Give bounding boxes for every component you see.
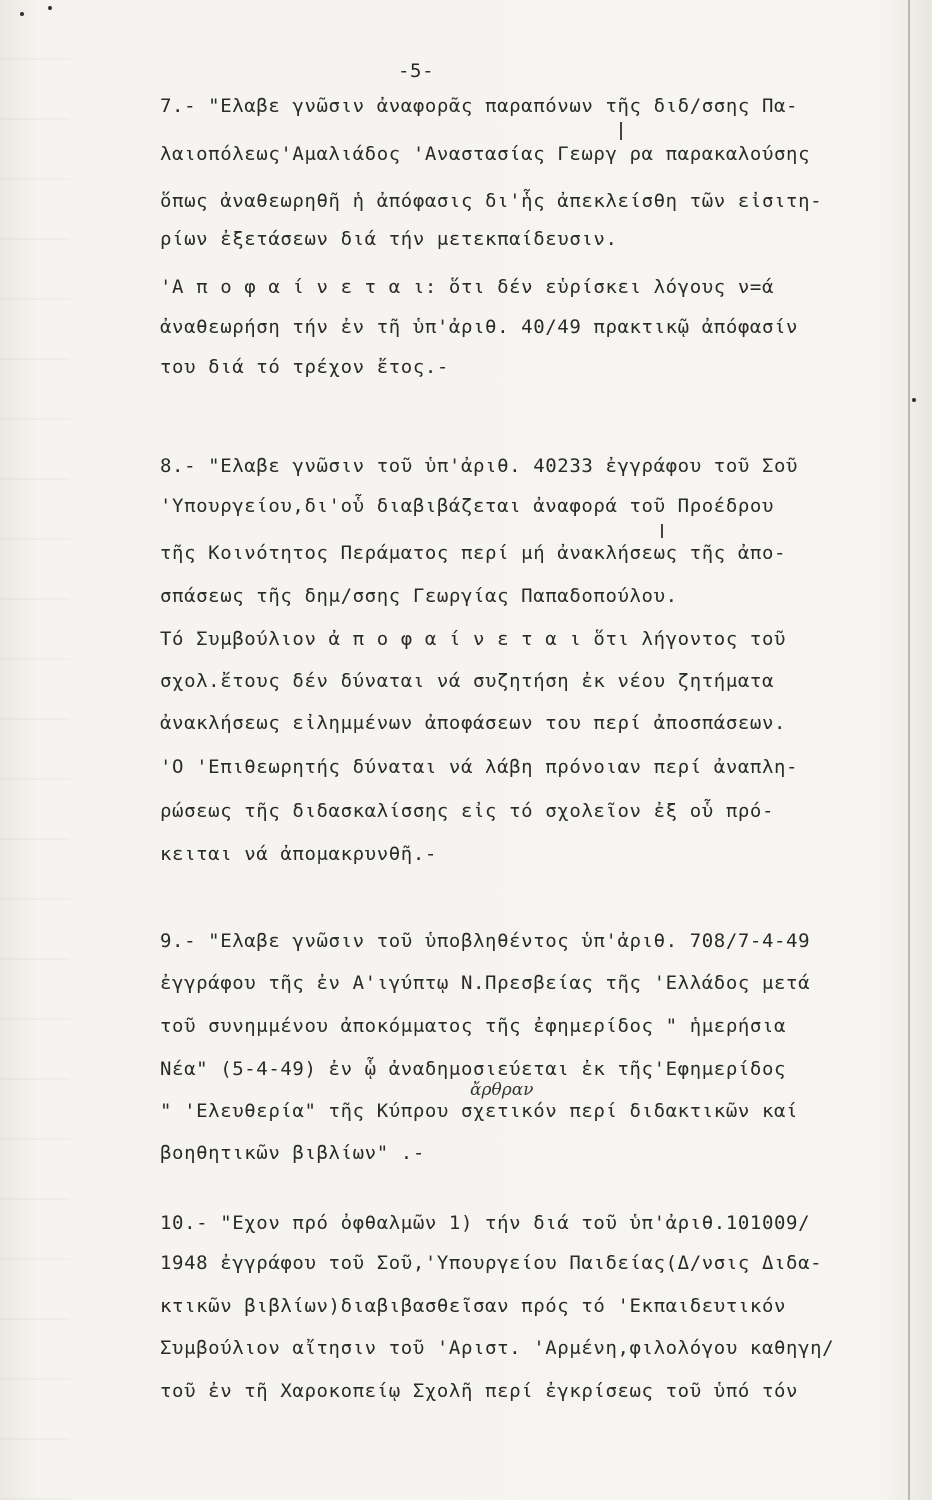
text-line: ρώσεως τῆς διδασκαλίσσης εἰς τό σχολεῖον ἐξ οὗ πρό- [160,800,774,822]
page-edge-line [908,0,910,1500]
speck [912,398,916,402]
speck [48,6,52,10]
text-line: του διά τό τρέχον ἔτος.- [160,356,449,378]
text-line: Νέα" (5-4-49) ἐν ᾧ ἀναδημοσιεύεται ἐκ τῆς'Εφημερίδος [160,1058,787,1080]
text-line: σχολ.ἔτους δέν δύναται νά συζητήση ἐκ νέου ζητήματα [160,670,774,692]
text-line: 'Υπουργείου,δι'οὗ διαβιβάζεται ἀναφορά τοῦ Προέδρου [160,495,774,517]
text-line: τοῦ ἐν τῆ Χαροκοπείῳ Σχολῆ περί ἐγκρίσεως τοῦ ὑπό τόν [160,1380,799,1402]
text-line: κειται νά ἀπομακρυνθῆ.- [160,843,437,865]
text-line: Τό Συμβούλιον ἀ π ο φ α ί ν ε τ α ι ὅτι λήγοντος τοῦ [160,628,787,650]
text-line: ἀναθεωρήση τήν ἐν τῆ ὑπ'ἀριθ. 40/49 πρακτικῷ ἀπόφασίν [160,316,799,338]
text-line: ἀνακλήσεως εἰλημμένων ἀποφάσεων του περί ἀποσπάσεων. [160,712,787,734]
text-line: τῆς Κοινότητος Περάματος περί μή ἀνακλήσεως τῆς ἀπο- [160,542,787,564]
text-line: ὅπως ἀναθεωρηθῆ ἡ ἀπόφασις δι'ἧς ἀπεκλείσθη τῶν εἰσιτη- [160,190,823,212]
bleed-through [0,0,70,1500]
text-line: ἐγγράφου τῆς ἐν Α'ιγύπτῳ Ν.Πρεσβείας τῆς 'Ελλάδος μετά [160,972,811,994]
text-line: τοῦ συνημμένου ἀποκόμματος τῆς ἐφημερίδος " ἡμερήσια [160,1015,787,1037]
text-line: βοηθητικῶν βιβλίων" .- [160,1142,425,1164]
text-line: σπάσεως τῆς δημ/σσης Γεωργίας Παπαδοπούλου. [160,585,678,607]
text-line: 8.- "Ελαβε γνῶσιν τοῦ ὑπ'ἀριθ. 40233 ἐγγράφου τοῦ Σοῦ [160,455,799,477]
handwritten-note: ἄρθραν [470,1080,534,1100]
text-line: 'Α π ο φ α ί ν ε τ α ι: ὅτι δέν εὑρίσκει λόγους ν=ά [160,276,774,298]
text-line: 9.- "Ελαβε γνῶσιν τοῦ ὑποβληθέντος ὑπ'ἀριθ. 708/7-4-49 [160,930,811,952]
text-line: 1948 ἐγγράφου τοῦ Σοῦ,'Υπουργείου Παιδείας(Δ/νσις Διδα- [160,1252,823,1274]
text-line: Συμβούλιον αἴτησιν τοῦ 'Αριστ. 'Αρμένη,φιλολόγου καθηγη/ [160,1337,835,1359]
text-line: 10.- "Εχον πρό ὀφθαλμῶν 1) τήν διά τοῦ ὑπ'ἀριθ.101009/ [160,1212,811,1234]
text-line: 7.- "Ελαβε γνῶσιν ἀναφορᾶς παραπόνων τῆς διδ/σσης Πα- [160,95,799,117]
text-line: 'Ο 'Επιθεωρητής δύναται νά λάβη πρόνοιαν περί ἀναπλη- [160,756,799,778]
pen-mark [620,122,622,140]
page-number: -5- [398,60,435,82]
text-line: " 'Ελευθερία" τῆς Κύπρου σχετικόν περί διδακτικῶν καί [160,1100,799,1122]
speck [20,12,24,16]
pen-mark [661,524,663,538]
text-line: κτικῶν βιβλίων)διαβιβασθεῖσαν πρός τό 'Εκπαιδευτικόν [160,1295,787,1317]
text-line: λαιοπόλεως'Αμαλιάδος 'Αναστασίας Γεωργ ρα παρακαλούσης [160,143,811,165]
text-line: ρίων ἐξετάσεων διά τήν μετεκπαίδευσιν. [160,228,618,250]
